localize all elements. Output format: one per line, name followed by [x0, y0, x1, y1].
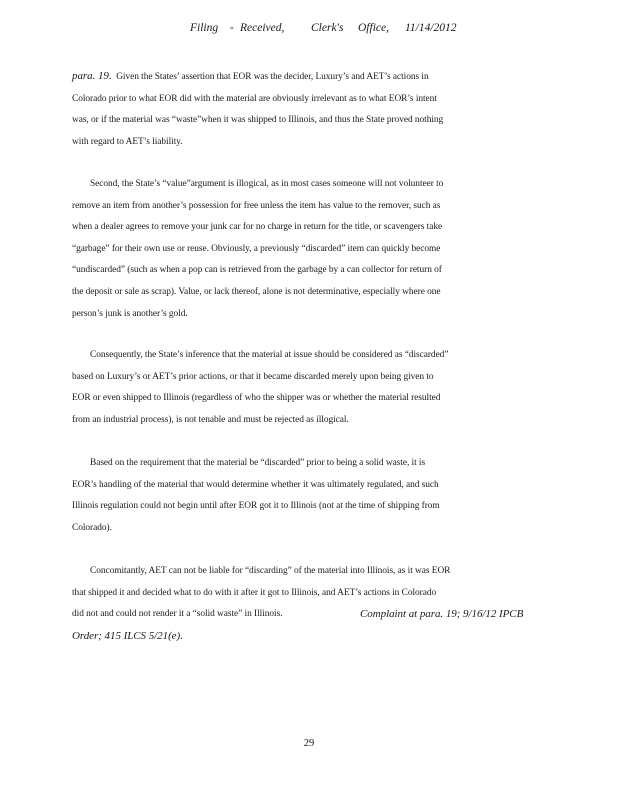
header-dash: -: [230, 22, 234, 34]
paragraph-1-line-2: Colorado prior to what EOR did with the material are obviously irrelevant as to what EOR’s intent: [72, 93, 437, 104]
citation-complaint: Complaint at para. 19; 9/16/12 IPCB: [360, 608, 524, 621]
header-filing: Filing: [190, 22, 219, 34]
paragraph-2-line-7: person’s junk is another’s gold.: [72, 308, 188, 319]
paragraph-5-line-3: did not and could not render it a “solid waste” in Illinois. Complaint at para. 19; 9/16/12 IPCB: [72, 604, 552, 626]
paragraph-5-line-4: [72, 626, 552, 649]
header-date: 11/14/2012: [405, 22, 457, 34]
header-received: Received,: [240, 22, 285, 34]
paragraph-3-line-2: based on Luxury’s or AET’s prior actions, or that it became discarded merely upon being given to: [72, 371, 434, 382]
paragraph-1-line-1: para. 19. Given the States’ assertion that EOR was the decider, Luxury’s and AET’s actions in: [72, 70, 429, 82]
citation-order: Order; 415 ILCS 5/21(e).: [72, 629, 183, 642]
paragraph-2-line-3: when a dealer agrees to remove your junk car for no charge in return for the title, or scavengers take: [72, 222, 443, 233]
header-office: Office,: [358, 22, 389, 34]
paragraph-2-line-2: remove an item from another’s possession for free unless the item has value to the remover, such as: [72, 200, 441, 211]
header-clerks: Clerk's: [311, 22, 344, 34]
paragraph-4-line-4: Colorado).: [72, 522, 112, 533]
paragraph-2: [72, 174, 472, 325]
paragraph-5-line-2: that shipped it and decided what to do with it after it got to Illinois, and AET’s actions in Colorado: [72, 587, 437, 598]
paragraph-4-line-3: Illinois regulation could not begin until after EOR got it to Illinois (not at the time of shipping from: [72, 501, 440, 512]
paragraph-2-line-1: Second, the State’s “value”argument is illogical, as in most cases someone will not volunteer to: [90, 179, 444, 189]
paragraph-4-line-2: EOR’s handling of the material that would determine whether it was ultimately regulated, and such: [72, 479, 439, 490]
page-number: 29: [303, 738, 315, 749]
paragraph-3-line-3: EOR or even shipped to Illinois (regardless of who the shipper was or whether the material resulted: [72, 393, 441, 404]
para-reference: para. 19.: [72, 70, 112, 82]
paragraph-1-line-3: was, or if the material was “waste”when it was shipped to Illinois, and thus the State proved nothing: [72, 115, 444, 126]
paragraph-5-line-1: Concomitantly, AET can not be liable for “discarding” of the material into Illinois, as it was EOR: [90, 566, 451, 576]
paragraph-3-line-1: Consequently, the State’s inference that the material at issue should be considered as “discarded”: [90, 350, 449, 360]
paragraph-2-line-5: “undiscarded” (such as when a pop can is retrieved from the garbage by a can collector for return of: [72, 265, 442, 276]
paragraph-2-line-6: the deposit or sale as scrap). Value, or lack thereof, alone is not determinative, especially where one: [72, 286, 441, 297]
paragraph-5: [72, 561, 552, 648]
paragraph-1-line-4: with regard to AET’s liability.: [72, 136, 183, 147]
paragraph-4-line-1: Based on the requirement that the material be “discarded” prior to being a solid waste, it is: [90, 458, 426, 468]
paragraph-1: [72, 66, 472, 153]
paragraph-3-line-4: from an industrial process), is not tenable and must be rejected as illogical.: [72, 414, 349, 425]
paragraph-3: [72, 345, 472, 431]
paragraph-4: [72, 453, 472, 539]
paragraph-2-line-4: “garbage” for their own use or reuse. Obviously, a previously “discarded” item can quickly become: [72, 243, 441, 254]
